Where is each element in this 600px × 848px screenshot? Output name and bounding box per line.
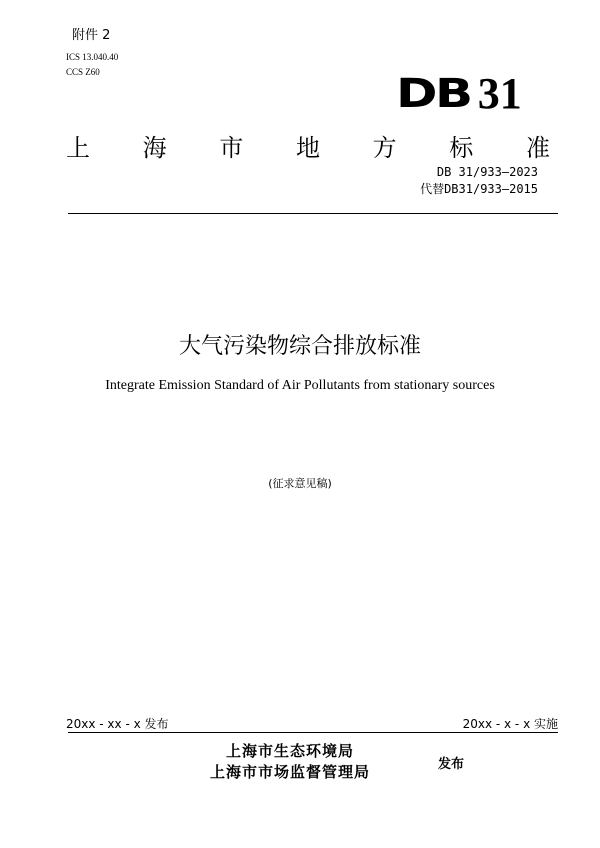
standard-type-char: 方 <box>372 134 397 162</box>
ics-code: ICS 13.040.40 <box>66 52 119 62</box>
standard-type-char: 地 <box>295 134 320 162</box>
authority-name: 上海市生态环境局 <box>225 742 354 760</box>
standard-type-char: 上 <box>66 134 90 162</box>
standard-type-char: 准 <box>525 134 550 162</box>
ccs-code: CCS Z60 <box>66 67 100 77</box>
document-title-en: Integrate Emission Standard of Air Pollutants from stationary sources <box>105 378 495 393</box>
issue-date: 20xx - xx - x 发布 <box>66 717 169 731</box>
standard-number: DB 31/933—2023 <box>436 165 538 179</box>
standard-type-char: 市 <box>219 134 244 162</box>
standard-type-char: 海 <box>142 134 167 162</box>
db31-logo <box>396 69 522 118</box>
logo-db-text: DB <box>396 71 471 117</box>
publish-label: 发布 <box>438 757 465 772</box>
authority-name: 上海市市场监督管理局 <box>209 763 370 781</box>
document-title-cn: 大气污染物综合排放标准 <box>178 334 421 359</box>
attachment-label: 附件 2 <box>72 28 111 43</box>
implement-date: 20xx - x - x 实施 <box>462 717 558 731</box>
logo-number-text: 31 <box>477 69 522 118</box>
replaces-standard: 代替DB31/933—2015 <box>420 182 538 196</box>
standard-type-char: 标 <box>449 134 474 162</box>
standard-type-heading <box>66 128 550 163</box>
draft-status: (征求意见稿) <box>268 477 332 490</box>
top-divider <box>68 213 558 214</box>
bottom-divider <box>68 732 558 733</box>
issuing-authorities <box>170 741 410 783</box>
